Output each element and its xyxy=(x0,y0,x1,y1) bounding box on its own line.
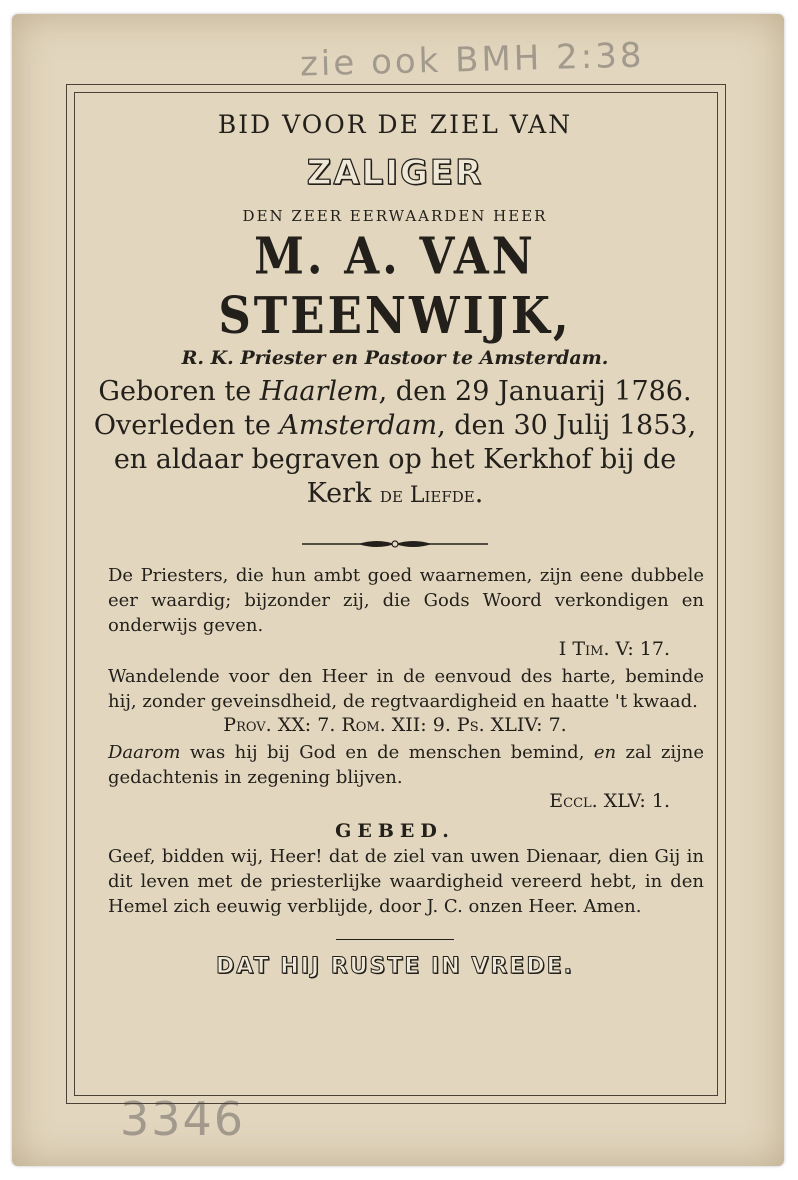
birthplace: Haarlem xyxy=(259,376,379,407)
bio-text-1: Geboren te xyxy=(98,376,260,407)
bio-text-4: . xyxy=(474,478,484,509)
verse-3-text: was hij bij God en de menschen bemind, xyxy=(180,742,585,763)
verse-3 xyxy=(78,740,712,790)
bio-text-3: , den 30 Julij 1853, en aldaar begraven op het Kerkhof bij de Kerk xyxy=(113,410,697,509)
header-zaliger: ZALIGER xyxy=(306,153,484,193)
verse-3-text-2: zal zijne gedachtenis in zegening blijven. xyxy=(108,742,705,788)
header-line-1: BID VOOR DE ZIEL VAN xyxy=(217,110,573,139)
verse-3-lead-2: en xyxy=(593,742,617,763)
closing-rule xyxy=(336,939,454,940)
church-name: de Liefde xyxy=(379,483,475,508)
prayer-text: Geef, bidden wij, Heer! dat de ziel van uwen Dienaar, dien Gij in dit leven met de priesterlijke waardigheid vereerd hebt, in den Hemel zich eeuwig verblijde, door J. C. onzen Heer. Amen. xyxy=(108,846,704,917)
deceased-role: R. K. Priester en Pastoor te Amsterdam. xyxy=(181,347,609,369)
deceased-name: M. A. VAN STEENWIJK, xyxy=(218,226,572,346)
verse-1-reference: I Tim. V: 17. xyxy=(558,638,670,660)
card-text xyxy=(78,110,712,979)
verse-2-reference: Prov. XX: 7. Rom. XII: 9. Ps. XLIV: 7. xyxy=(223,714,567,736)
verse-1: De Priesters, die hun ambt goed waarnemen, zijn eene dubbele eer waardig; bijzonder zij, die Gods Woord verkondigen en onderwijs geven. xyxy=(108,565,704,636)
verse-3-reference: Eccl. XLV: 1. xyxy=(549,790,670,812)
header-line-3: DEN ZEER EERWAARDEN HEER xyxy=(242,207,548,225)
ornament-divider xyxy=(302,537,488,551)
verse-2: Wandelende voor den Heer in de eenvoud des harte, beminde hij, zonder geveinsdheid, de regtvaardigheid en haatte 't kwaad. xyxy=(108,666,704,712)
bio-text-2: , den 29 Januarij 1786. Overleden te xyxy=(93,376,692,441)
verse-3-lead: Daarom xyxy=(108,742,181,763)
closing-line: DAT HIJ RUSTE IN VREDE. xyxy=(216,954,574,979)
biography xyxy=(78,375,712,513)
prayer-title: GEBED. xyxy=(335,820,455,842)
pencil-inventory-number: 3346 xyxy=(120,1092,246,1146)
pencil-catalog-note: zie ook BMH 2:38 xyxy=(299,35,645,85)
deathplace: Amsterdam xyxy=(279,410,438,441)
